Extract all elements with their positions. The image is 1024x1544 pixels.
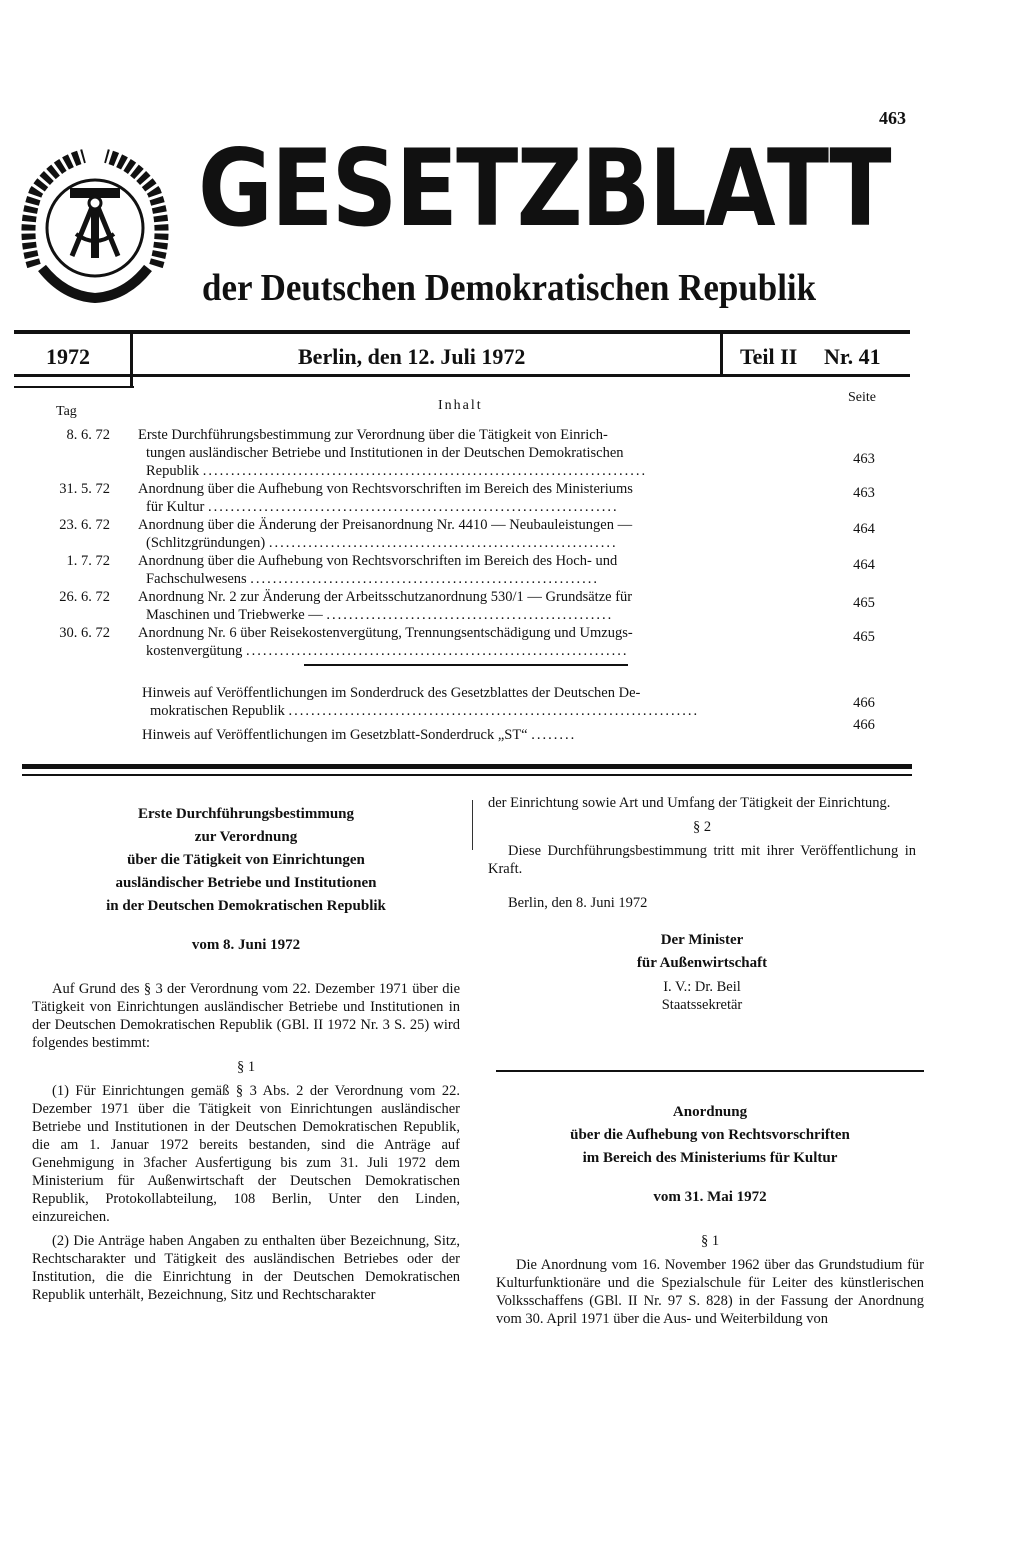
toc-entry-title: Anordnung Nr. 2 zur Änderung der Arbeitsschutzanordnung 530/1 — Grundsätze für Maschinen und Triebwerke — ................................................... <box>138 588 806 624</box>
toc-entry-line: tungen ausländischer Betriebe und Institutionen in der Deutschen Demokratischen <box>146 445 624 461</box>
column-divider <box>472 800 473 850</box>
toc-notice-line: mokratischen Republik <box>150 703 285 719</box>
toc-entry-line: Anordnung Nr. 2 zur Änderung der Arbeitsschutzanordnung 530/1 — Grundsätze für <box>138 589 633 605</box>
article-1-section-2: § 2 <box>692 819 712 835</box>
article-1-heading-line: ausländischer Betriebe und Institutionen <box>115 875 377 891</box>
article-1-paragraph-2: (2) Die Anträge haben Angaben zu enthalten über Bezeichnung, Sitz, Rechtscharakter und Tätigkeit des ausländischen Betriebes oder der Institution, die die Einrichtung in der Deutschen Demokratischen Republik unterhält, Bezeichnung, Sitz und Rechtscharakter <box>32 1233 460 1303</box>
toc-separator <box>304 664 628 666</box>
toc-entry-title: Anordnung über die Aufhebung von Rechtsvorschriften im Bereich des Ministeriums für Kultur ......................................................................... <box>138 480 806 516</box>
toc-entry-line: für Kultur <box>146 499 205 515</box>
toc-page-header: Seite <box>848 390 876 405</box>
article-1-paragraph-2-continued: der Einrichtung sowie Art und Umfang der Tätigkeit der Einrichtung. <box>488 795 891 811</box>
article-1-signature-line: Der Minister <box>660 932 744 948</box>
toc-entry-line: (Schlitzgründungen) <box>146 535 266 551</box>
toc-entry-line: Republik <box>146 463 200 479</box>
content-top-rule-thin <box>22 774 912 776</box>
issue-bar-base-rule <box>14 386 134 388</box>
article-2-date: vom 31. Mai 1972 <box>653 1189 767 1205</box>
article-1-heading-line: über die Tätigkeit von Einrichtungen <box>127 852 365 868</box>
toc-entry-title: Anordnung über die Aufhebung von Rechtsvorschriften im Bereich des Hoch- und Fachschulwesens .............................................................. <box>138 552 806 588</box>
toc-entry-date: 8. 6. 72 <box>66 427 110 443</box>
article-1-preamble: Auf Grund des § 3 der Verordnung vom 22. Dezember 1971 über die Tätigkeit von Einrichtungen ausländischer Betriebe und Institutionen in der Deutschen Demokratischen Republik (GBl. II 1972 Nr. 3 S. 25) wird folgendes bestimmt: <box>32 981 460 1051</box>
toc-entry-page: 465 <box>853 595 875 611</box>
issue-bar-bottom-rule <box>14 374 910 377</box>
article-2-paragraph-1: Die Anordnung vom 16. November 1962 über das Grundstudium für Kulturfunktionäre und die Spezialschule für Leiter des künstlerischen Volksschaffens (GBl. II Nr. 97 S. 828) in der Fassung der Anordnung vom 30. April 1971 über die Aus- und Weiterbildung von <box>496 1257 924 1327</box>
article-1-signature-line: für Außenwirtschaft <box>636 955 768 971</box>
article-2-heading-line: über die Aufhebung von Rechtsvorschriften <box>570 1127 850 1143</box>
article-2 <box>496 1104 924 1334</box>
issue-bar-top-rule <box>14 330 910 334</box>
article-2-heading-line: im Bereich des Ministeriums für Kultur <box>582 1150 838 1166</box>
issue-bar-divider <box>130 334 133 386</box>
content-top-rule <box>22 764 912 769</box>
toc-entry-date: 30. 6. 72 <box>59 625 110 641</box>
toc-notice-page: 466 <box>853 695 875 711</box>
page-number: 463 <box>879 108 906 128</box>
article-separator <box>496 1070 924 1072</box>
article-1-heading-line: zur Verordnung <box>194 829 298 845</box>
article-1-place-date: Berlin, den 8. Juni 1972 <box>508 895 648 911</box>
issue-date: Berlin, den 12. Juli 1972 <box>298 344 526 369</box>
article-1 <box>32 806 460 1310</box>
article-1-paragraph-3: Diese Durchführungsbestimmung tritt mit ihrer Veröffentlichung in Kraft. <box>488 843 916 877</box>
toc-entry-line: kostenvergütung <box>146 643 243 659</box>
article-1-heading-line: in der Deutschen Demokratischen Republik <box>106 898 386 914</box>
toc-notice-line: Hinweis auf Veröffentlichungen im Sonderdruck des Gesetzblattes der Deutschen De- <box>142 685 641 701</box>
article-1-date: vom 8. Juni 1972 <box>191 937 301 953</box>
toc-entry-line: Anordnung über die Aufhebung von Rechtsvorschriften im Bereich des Ministeriums <box>138 481 633 497</box>
toc-notice-page: 466 <box>853 717 875 733</box>
toc-date-header: Tag <box>56 404 77 419</box>
toc-entry-date: 26. 6. 72 <box>59 589 110 605</box>
issue-part: Teil II <box>740 344 798 369</box>
toc-notice-title: Hinweis auf Veröffentlichungen im Sonderdruck des Gesetzblattes der Deutschen De- mokratischen Republik ......................................................................... <box>142 684 810 720</box>
article-2-heading-line: Anordnung <box>672 1104 748 1120</box>
masthead-title: GESETZBLATT <box>198 127 890 250</box>
toc-entry-page: 463 <box>853 485 875 501</box>
state-emblem-icon <box>14 148 176 306</box>
toc-entry-date: 23. 6. 72 <box>59 517 110 533</box>
toc-entry-date: 31. 5. 72 <box>59 481 110 497</box>
article-1-signer: I. V.: Dr. Beil <box>663 979 741 995</box>
article-1-heading-line: Erste Durchführungsbestimmung <box>138 806 354 822</box>
toc-entry-date: 1. 7. 72 <box>66 553 110 569</box>
toc-entry-title: Anordnung über die Änderung der Preisanordnung Nr. 4410 — Neubauleistungen — (Schlitzgründungen) .............................................................. <box>138 516 806 552</box>
article-1-section-1: § 1 <box>236 1059 256 1075</box>
toc-entry-line: Anordnung Nr. 6 über Reisekostenvergütung, Trennungsentschädigung und Umzugs- <box>138 625 633 641</box>
issue-year: 1972 <box>46 344 90 369</box>
toc-entry-line: Erste Durchführungsbestimmung zur Verordnung über die Tätigkeit von Einrich- <box>138 427 608 443</box>
toc-entry-page: 464 <box>853 521 875 537</box>
toc-entry-title: Erste Durchführungsbestimmung zur Verordnung über die Tätigkeit von Einrich- tungen ausländischer Betriebe und Institutionen in der Deutschen Demokratischen Republik ............................................................................... <box>138 426 806 480</box>
toc-entry-line: Maschinen und Triebwerke — <box>146 607 323 623</box>
toc-entry-page: 464 <box>853 557 875 573</box>
toc-entry-line: Anordnung über die Änderung der Preisanordnung Nr. 4410 — Neubauleistungen — <box>138 517 633 533</box>
article-1-paragraph-1: (1) Für Einrichtungen gemäß § 3 Abs. 2 der Verordnung vom 22. Dezember 1971 über die Tätigkeit von Einrichtungen ausländischer Betriebe und Institutionen in der Deutschen Demokratischen Republik, die am 1. Januar 1972 bereits bestanden, sind die Anträge auf Genehmigung in 3facher Ausfertigung bis zum 31. Juli 1972 dem Ministerium für Außenwirtschaft der Deutschen Demokratischen Republik, Protokollabteilung, 108 Berlin, Unter den Linden, einzureichen. <box>32 1083 460 1225</box>
issue-bar-divider <box>720 334 723 376</box>
toc-title-header: Inhalt <box>438 398 483 413</box>
article-1-signer-title: Staatssekretär <box>661 997 743 1013</box>
article-1-continued <box>488 794 916 1014</box>
masthead-subtitle: der Deutschen Demokratischen Republik <box>202 267 817 309</box>
toc-entry-line: Fachschulwesens <box>146 571 247 587</box>
toc-entry-line: Anordnung über die Aufhebung von Rechtsvorschriften im Bereich des Hoch- und <box>138 553 618 569</box>
toc-notice-title: Hinweis auf Veröffentlichungen im Gesetzblatt-Sonderdruck „ST“ ........ <box>142 727 577 743</box>
toc-entry-page: 463 <box>853 451 875 467</box>
toc-entry-title: Anordnung Nr. 6 über Reisekostenvergütung, Trennungsentschädigung und Umzugs- kostenvergütung .................................................................... <box>138 624 806 660</box>
issue-number: Nr. 41 <box>824 344 881 369</box>
toc-notice-line: Hinweis auf Veröffentlichungen im Gesetzblatt-Sonderdruck „ST“ <box>142 727 528 743</box>
toc-entry-page: 465 <box>853 629 875 645</box>
article-2-section-1: § 1 <box>700 1233 720 1249</box>
